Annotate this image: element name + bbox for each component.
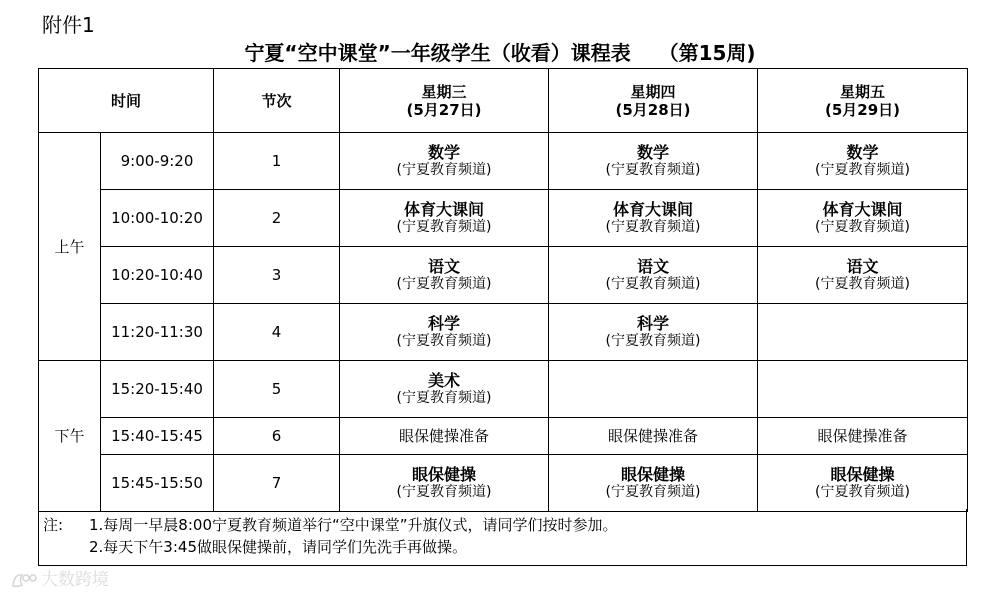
segment-morning: 上午 bbox=[39, 133, 101, 361]
table-row bbox=[39, 361, 968, 418]
period-cell: 7 bbox=[214, 455, 340, 512]
course-name: 眼保健操 bbox=[830, 465, 895, 484]
table-row bbox=[39, 247, 968, 304]
course-channel: (宁夏教育频道) bbox=[396, 162, 492, 178]
time-cell: 15:45-15:50 bbox=[101, 455, 214, 512]
course-channel: (宁夏教育频道) bbox=[605, 162, 701, 178]
course-name: 数学 bbox=[846, 143, 879, 162]
attachment-label: 附件1 bbox=[42, 13, 95, 37]
day-date: (5月29日) bbox=[825, 100, 901, 119]
course-cell bbox=[758, 247, 968, 304]
course-channel: (宁夏教育频道) bbox=[815, 219, 910, 235]
course-name: 科学 bbox=[428, 314, 461, 333]
course-name: 眼保健操 bbox=[621, 465, 686, 484]
course-cell bbox=[549, 190, 758, 247]
watermark-logo-icon bbox=[10, 570, 38, 590]
table-row bbox=[39, 190, 968, 247]
note-line-1: 1.每周一早晨8:00宁夏教育频道举行“空中课堂”升旗仪式，请同学们按时参加。 bbox=[89, 516, 618, 534]
course-cell bbox=[340, 361, 549, 418]
period-cell: 2 bbox=[214, 190, 340, 247]
course-cell bbox=[758, 304, 968, 361]
table-row bbox=[39, 133, 968, 190]
period-cell: 4 bbox=[214, 304, 340, 361]
course-channel: (宁夏教育频道) bbox=[396, 219, 492, 235]
course-channel: (宁夏教育频道) bbox=[815, 276, 910, 292]
course-cell bbox=[549, 361, 758, 418]
course-cell bbox=[549, 133, 758, 190]
course-channel: (宁夏教育频道) bbox=[605, 333, 701, 349]
period-cell: 5 bbox=[214, 361, 340, 418]
course-cell bbox=[549, 455, 758, 512]
course-cell: 眼保健操准备 bbox=[758, 418, 968, 455]
day-name: 星期三 bbox=[421, 82, 467, 101]
day-name: 星期四 bbox=[630, 82, 676, 101]
course-cell bbox=[549, 247, 758, 304]
period-header: 节次 bbox=[214, 69, 340, 133]
day-header-wed bbox=[340, 69, 549, 133]
course-channel: (宁夏教育频道) bbox=[396, 276, 492, 292]
period-cell: 3 bbox=[214, 247, 340, 304]
course-name: 数学 bbox=[428, 143, 461, 162]
course-channel: (宁夏教育频道) bbox=[605, 219, 701, 235]
course-name: 体育大课间 bbox=[822, 200, 903, 219]
note-line-2: 2.每天下午3:45做眼保健操前，请同学们先洗手再做操。 bbox=[89, 538, 467, 556]
time-header: 时间 bbox=[39, 69, 214, 133]
course-cell bbox=[340, 304, 549, 361]
course-cell: 眼保健操准备 bbox=[549, 418, 758, 455]
time-cell: 10:00-10:20 bbox=[101, 190, 214, 247]
course-cell: 眼保健操准备 bbox=[340, 418, 549, 455]
header-row bbox=[39, 69, 968, 133]
day-header-thu bbox=[549, 69, 758, 133]
course-channel: (宁夏教育频道) bbox=[605, 276, 701, 292]
day-header-fri bbox=[758, 69, 968, 133]
notes-label: 注: bbox=[43, 516, 64, 534]
course-cell bbox=[758, 455, 968, 512]
course-name: 语文 bbox=[428, 257, 461, 276]
course-cell bbox=[549, 304, 758, 361]
schedule-table bbox=[38, 68, 968, 512]
course-cell bbox=[340, 247, 549, 304]
course-channel: (宁夏教育频道) bbox=[815, 162, 910, 178]
course-name: 眼保健操 bbox=[412, 465, 477, 484]
course-name: 体育大课间 bbox=[404, 200, 485, 219]
table-row bbox=[39, 304, 968, 361]
course-channel: (宁夏教育频道) bbox=[396, 333, 492, 349]
table-row bbox=[39, 455, 968, 512]
course-name: 语文 bbox=[637, 257, 670, 276]
course-name: 科学 bbox=[637, 314, 670, 333]
segment-afternoon: 下午 bbox=[39, 361, 101, 512]
period-cell: 1 bbox=[214, 133, 340, 190]
course-cell bbox=[340, 133, 549, 190]
watermark-text: 大数跨境 bbox=[41, 570, 109, 590]
course-cell bbox=[340, 190, 549, 247]
time-cell: 11:20-11:30 bbox=[101, 304, 214, 361]
course-cell bbox=[758, 133, 968, 190]
course-channel: (宁夏教育频道) bbox=[815, 484, 910, 500]
course-channel: (宁夏教育频道) bbox=[396, 390, 492, 406]
course-cell bbox=[758, 361, 968, 418]
time-cell: 15:40-15:45 bbox=[101, 418, 214, 455]
table-row bbox=[39, 418, 968, 455]
time-cell: 10:20-10:40 bbox=[101, 247, 214, 304]
course-name: 体育大课间 bbox=[613, 200, 694, 219]
course-channel: (宁夏教育频道) bbox=[396, 484, 492, 500]
course-name: 数学 bbox=[637, 143, 670, 162]
time-cell: 15:20-15:40 bbox=[101, 361, 214, 418]
course-cell bbox=[340, 455, 549, 512]
course-cell bbox=[758, 190, 968, 247]
day-date: (5月28日) bbox=[615, 100, 691, 119]
day-name: 星期五 bbox=[840, 82, 886, 101]
course-channel: (宁夏教育频道) bbox=[605, 484, 701, 500]
page-title: 宁夏“空中课堂”一年级学生（收看）课程表 （第15周) bbox=[244, 41, 756, 65]
course-name: 美术 bbox=[428, 371, 461, 390]
watermark bbox=[10, 568, 109, 592]
notes-box bbox=[38, 509, 967, 566]
period-cell: 6 bbox=[214, 418, 340, 455]
day-date: (5月27日) bbox=[406, 100, 482, 119]
course-name: 语文 bbox=[846, 257, 879, 276]
time-cell: 9:00-9:20 bbox=[101, 133, 214, 190]
